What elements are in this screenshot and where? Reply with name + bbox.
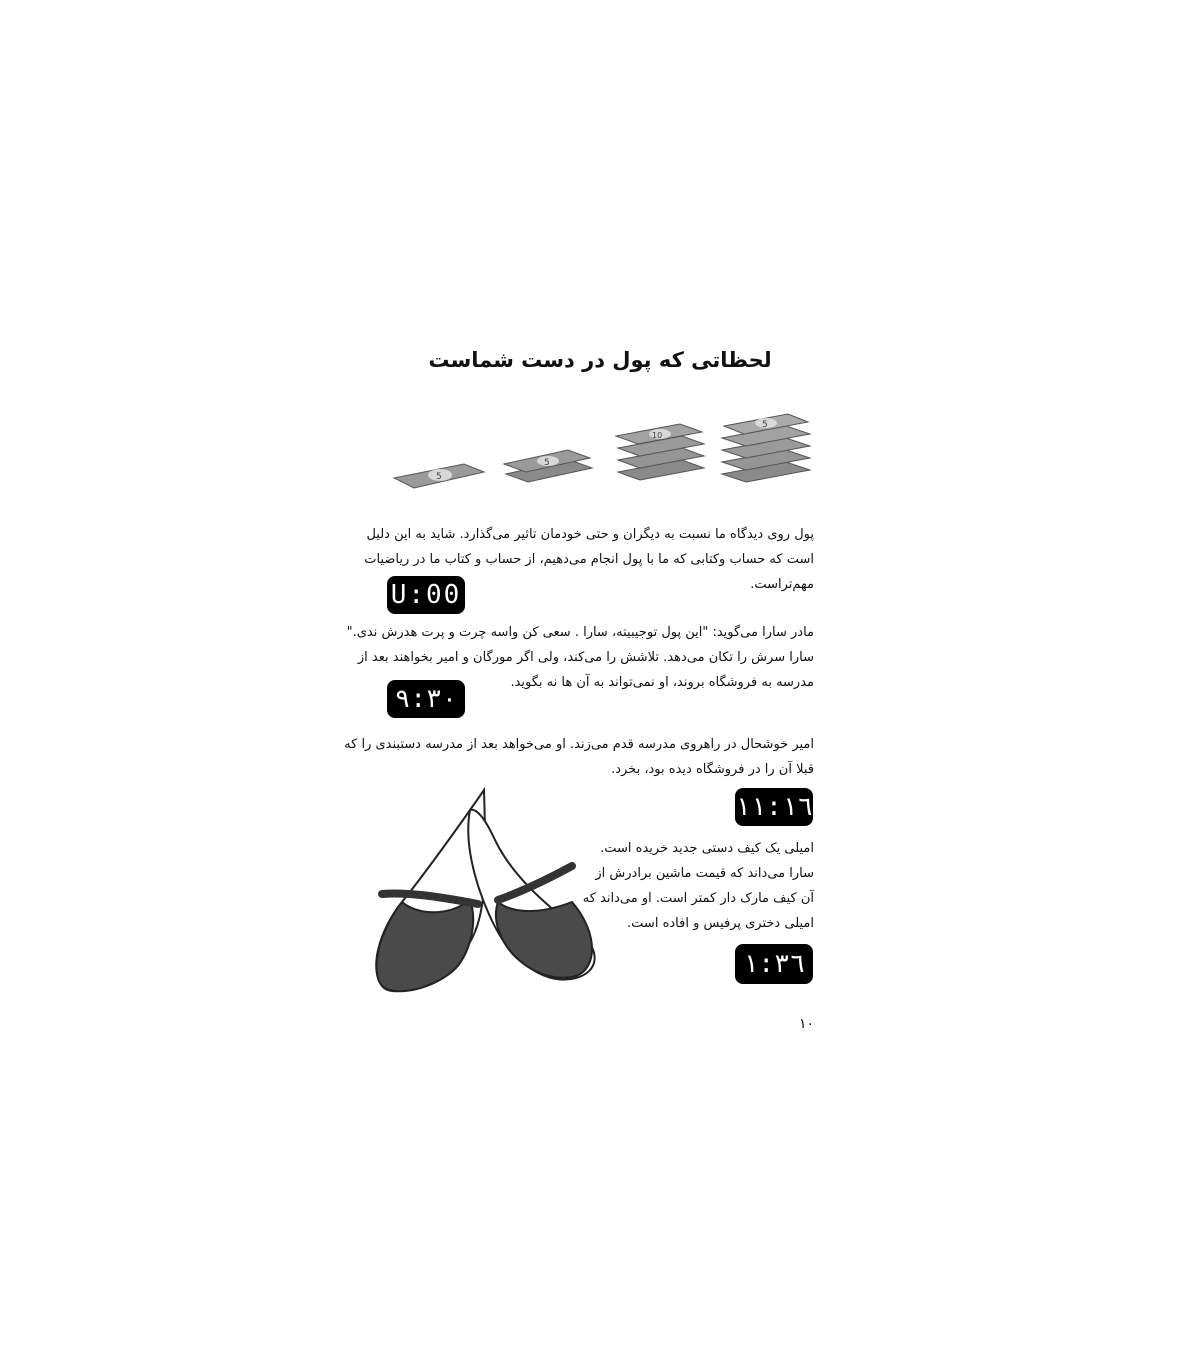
right-shoe — [468, 810, 594, 980]
banknote-stack-2 — [504, 450, 592, 482]
page-number: ۱۰ — [798, 1016, 814, 1032]
banknote-stack-4 — [722, 414, 810, 482]
digital-clock: ١١:١٦ — [735, 788, 813, 826]
paragraph-line: سارا سرش را تکان می‌دهد. تلاشش را می‌کند، ولی اگر مورگان و امیر بخواهند بعد از — [357, 650, 814, 665]
paragraph-line: سارا می‌داند که قیمت ماشین برادرش از — [595, 866, 814, 881]
banknote-label: 10 — [652, 431, 663, 440]
paragraph-line: امیلی دختری پرفیس و افاده است. — [627, 916, 814, 931]
paragraph-line: مهم‌تراست. — [750, 577, 814, 592]
paragraph-line: امیر خوشحال در راهروی مدرسه قدم می‌زند. او می‌خواهد بعد از مدرسه دستبندی را که — [344, 737, 814, 752]
page-title: لحظاتی که پول در دست شماست — [428, 348, 772, 372]
paragraph-line: قبلا آن را در فروشگاه دیده بود، بخرد. — [611, 762, 814, 777]
paragraph-line: پول روی دیدگاه ما نسبت به دیگران و حتی خودمان تاثیر می‌گذارد. شاید به این دلیل — [366, 527, 814, 542]
banknote-stack-1 — [394, 464, 484, 488]
money-stack-illustration — [390, 408, 830, 498]
banknote-label: 5 — [762, 420, 768, 430]
paragraph-line: امیلی یک کیف دستی جدید خریده است. — [600, 841, 814, 856]
digital-clock: ٩:٣٠ — [387, 680, 465, 718]
banknote-stack-3 — [616, 424, 704, 480]
banknote-label: 5 — [436, 472, 442, 482]
paragraph-line: آن کیف مارک دار کمتر است. او می‌داند که — [582, 891, 814, 906]
shoes-illustration — [366, 782, 606, 1002]
paragraph-line: مادر سارا می‌گوید: "این پول توجیبیته، سارا . سعی کن واسه چرت و پرت هدرش ندی." — [346, 625, 814, 640]
digital-clock: U:00 — [387, 576, 465, 614]
paragraph-4 — [582, 836, 814, 936]
banknote-label: 5 — [544, 458, 550, 468]
paragraph-3 — [344, 732, 814, 782]
digital-clock: ١:٣٦ — [735, 944, 813, 984]
paragraph-line: است که حساب وکتابی که ما با پول انجام می‌دهیم، از حساب و کتاب ما در ریاضیات — [364, 552, 814, 567]
paragraph-line: مدرسه به فروشگاه بروند، او نمی‌تواند به آن ها نه بگوید. — [510, 675, 814, 690]
